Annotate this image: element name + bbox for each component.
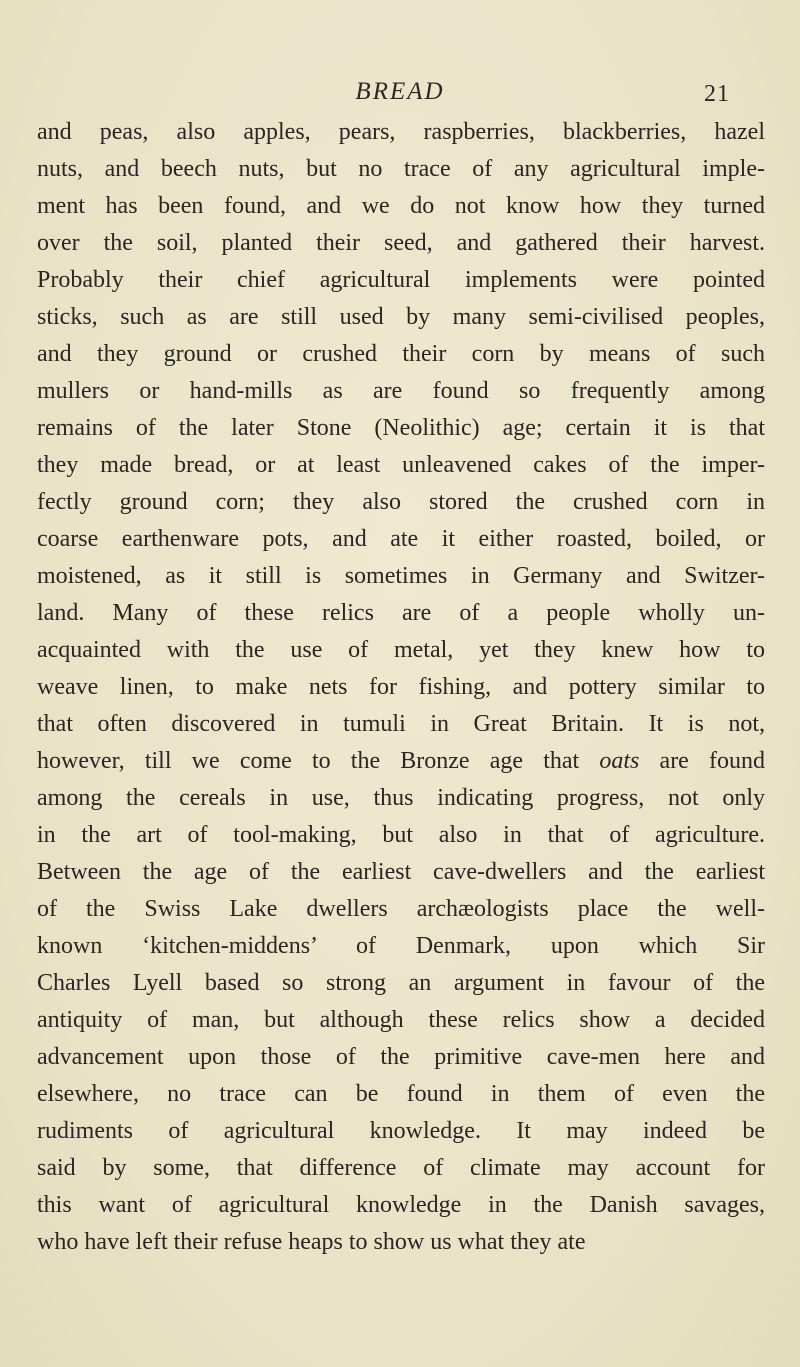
text-line: of the Swiss Lake dwellers archæologists place the well-: [37, 896, 765, 922]
text-line: coarse earthenware pots, and ate it either roasted, boiled, or: [37, 526, 765, 552]
text-line: said by some, that difference of climate may account for: [37, 1155, 765, 1181]
text-run: are found: [639, 748, 765, 774]
text-line: land. Many of these relics are of a people wholly un-: [37, 600, 765, 626]
text-line: rudiments of agricultural knowledge. It may indeed be: [37, 1118, 765, 1144]
text-line: and peas, also apples, pears, raspberries, blackberries, hazel: [37, 119, 765, 145]
text-line: Between the age of the earliest cave-dwellers and the earliest: [37, 859, 765, 885]
text-line: [37, 743, 765, 780]
text-line: sticks, such as are still used by many semi-civilised peoples,: [37, 304, 765, 330]
text-line: this want of agricultural knowledge in the Danish savages,: [37, 1192, 765, 1218]
body-text: [37, 114, 765, 1261]
text-line: among the cereals in use, thus indicating progress, not only: [37, 785, 765, 811]
text-line: advancement upon those of the primitive cave-men here and: [37, 1044, 765, 1070]
text-line: antiquity of man, but although these relics show a decided: [37, 1007, 765, 1033]
text-line: and they ground or crushed their corn by means of such: [37, 341, 765, 367]
page-number: 21: [704, 81, 730, 107]
text-run: however, till we come to the Bronze age that: [37, 748, 600, 774]
text-line: weave linen, to make nets for fishing, and pottery similar to: [37, 674, 765, 700]
text-line: remains of the later Stone (Neolithic) age; certain it is that: [37, 415, 765, 441]
text-line: mullers or hand-mills as are found so frequently among: [37, 378, 765, 404]
text-line: Charles Lyell based so strong an argument in favour of the: [37, 970, 765, 996]
text-line: they made bread, or at least unleavened cakes of the imper-: [37, 452, 765, 478]
italic-word-oats: oats: [599, 748, 640, 774]
text-line: elsewhere, no trace can be found in them of even the: [37, 1081, 765, 1107]
text-line: that often discovered in tumuli in Great Britain. It is not,: [37, 711, 765, 737]
text-line: Probably their chief agricultural implements were pointed: [37, 267, 765, 293]
text-line: known ‘kitchen-middens’ of Denmark, upon which Sir: [37, 933, 765, 959]
text-line: over the soil, planted their seed, and gathered their harvest.: [37, 230, 765, 256]
text-line: nuts, and beech nuts, but no trace of any agricultural imple-: [37, 156, 765, 182]
running-head: [0, 76, 800, 112]
text-line: in the art of tool-making, but also in that of agriculture.: [37, 822, 765, 848]
text-line: fectly ground corn; they also stored the crushed corn in: [37, 489, 765, 515]
text-line: ment has been found, and we do not know how they turned: [37, 193, 765, 219]
text-line: who have left their refuse heaps to show us what they ate: [37, 1229, 586, 1255]
running-head-title: BREAD: [355, 78, 445, 105]
text-line: acquainted with the use of metal, yet they knew how to: [37, 637, 765, 663]
text-line: moistened, as it still is sometimes in Germany and Switzer-: [37, 563, 765, 589]
